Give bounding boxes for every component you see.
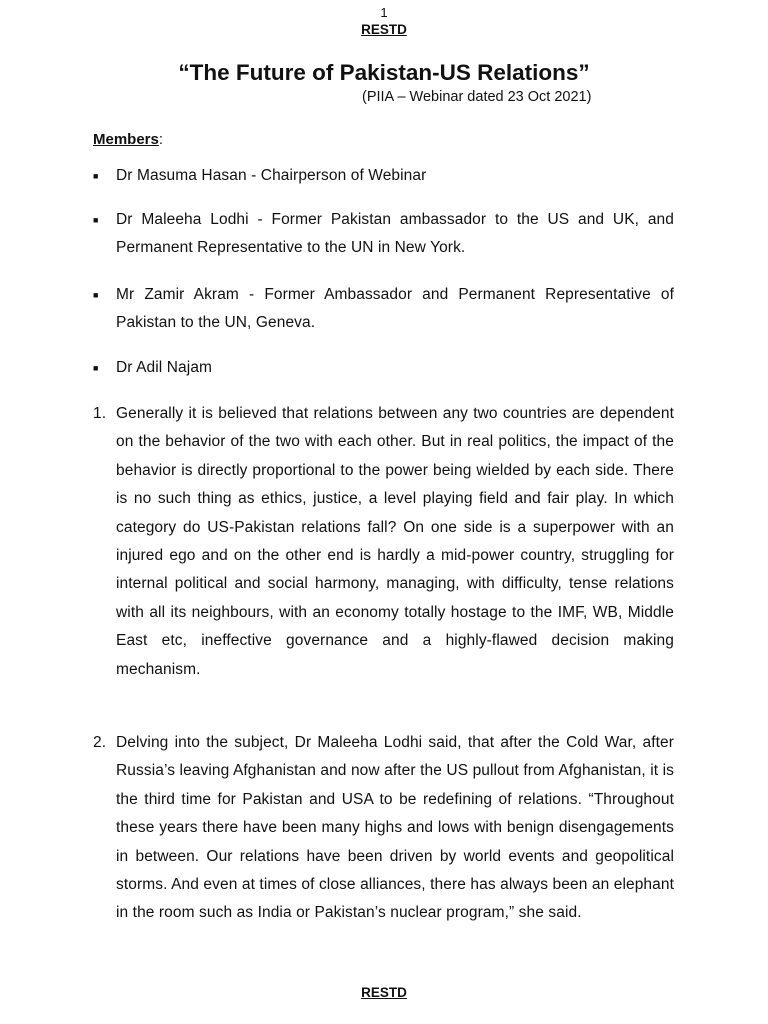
classification-footer: RESTD (361, 985, 407, 1000)
paragraph-text: Generally it is believed that relations between any two countries are dependent on the behavior of the two with each other. But in real politics, the impact of the behavior is directly proportional to the power being wielded by each side. There is no such thing as ethics, justice, a level playing field and fair play. In which category do US-Pakistan relations fall? On one side is a superpower with an injured ego and on the other end is hardly a mid-power country, struggling for internal political and social harmony, managing, with difficulty, tense relations with all its neighbours, with an economy totally hostage to the IMF, WB, Middle East etc, ineffective governance and a highly-flawed decision making mechanism. (116, 405, 674, 678)
document-title: “The Future of Pakistan-US Relations” (178, 60, 590, 85)
paragraph-number: 2. (93, 734, 107, 751)
paragraph-number: 1. (93, 405, 107, 422)
paragraph-text: Delving into the subject, Dr Maleeha Lodhi said, that after the Cold War, after Russia’s leaving Afghanistan and now after the US pullout from Afghanistan, it is the third time for Pakistan and USA to be redefining of relations. “Throughout these years there have been many highs and lows with benign disengagements in between. Our relations have been driven by world events and geopolitical storms. And even at times of close alliances, there has always been an elephant in the room such as India or Pakistan’s nuclear program,” she said. (116, 734, 674, 922)
bullet-square-icon: ■ (93, 171, 99, 181)
members-heading-colon: : (158, 131, 164, 148)
numbered-paragraph (93, 400, 674, 684)
document-subtitle: (PIIA – Webinar dated 23 Oct 2021) (362, 89, 592, 105)
bullet-square-icon: ■ (93, 290, 99, 300)
member-text: Dr Adil Najam (116, 359, 213, 376)
member-item (93, 206, 674, 263)
bullet-square-icon: ■ (93, 215, 99, 225)
member-item (93, 281, 674, 338)
members-heading-label: Members (93, 131, 159, 148)
member-text: Dr Maleeha Lodhi - Former Pakistan ambassador to the US and UK, and Permanent Representative to the UN in New York. (116, 211, 674, 257)
numbered-paragraph (93, 729, 674, 928)
page-number: 1 (380, 5, 388, 20)
member-item (93, 162, 674, 190)
member-text: Dr Masuma Hasan - Chairperson of Webinar (116, 167, 427, 184)
member-item (93, 354, 674, 382)
member-text: Mr Zamir Akram - Former Ambassador and Permanent Representative of Pakistan to the UN, Geneva. (116, 286, 674, 332)
bullet-square-icon: ■ (93, 363, 99, 373)
members-heading (93, 130, 163, 150)
classification-header: RESTD (361, 22, 407, 37)
